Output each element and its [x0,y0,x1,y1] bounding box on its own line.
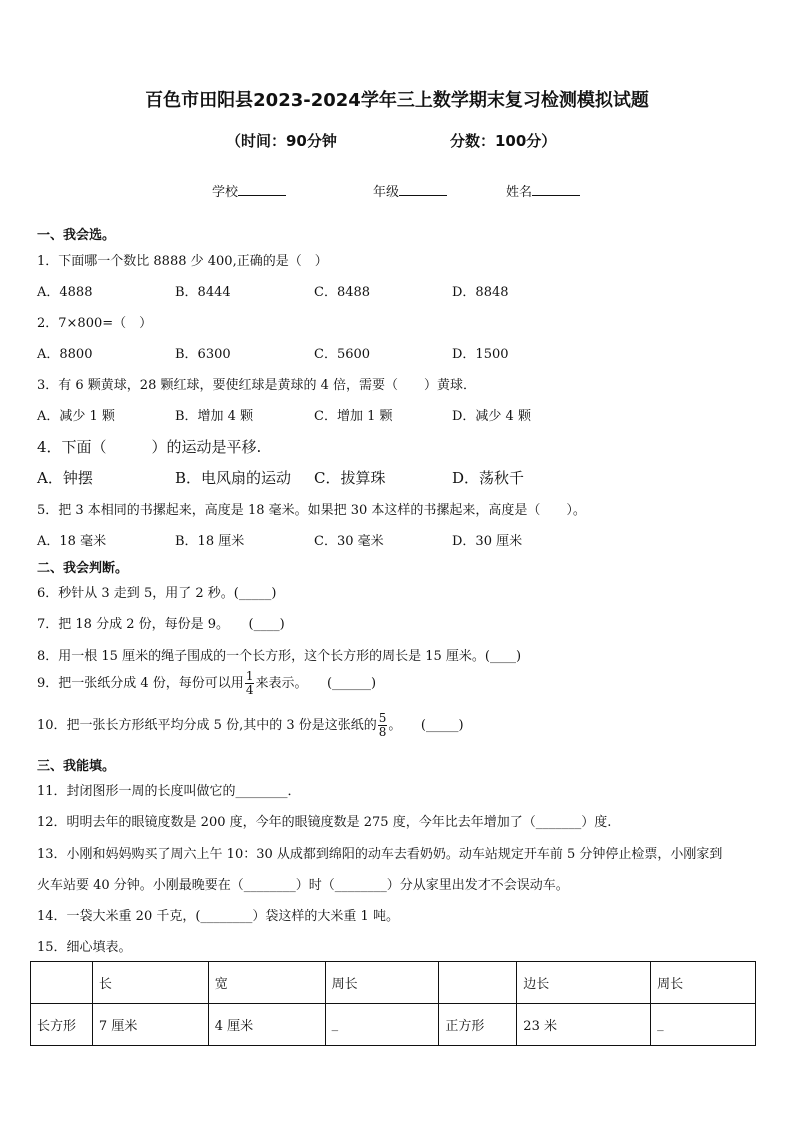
question-9 [37,670,376,697]
table-cell: 长方形 [31,1004,93,1046]
q2-option-c[interactable]: C．5600 [314,347,371,362]
table-header-cell: 长 [92,962,208,1004]
table-header-cell: 宽 [208,962,325,1004]
table-header-row [31,962,756,1004]
q4-option-a[interactable]: A．钟摆 [37,469,93,487]
q1-option-a[interactable]: A．4888 [37,285,93,300]
q3-option-b[interactable]: B．增加 4 颗 [175,409,254,424]
q10-text-before: 10．把一张长方形纸平均分成 5 份,其中的 3 份是这张纸的 [37,718,377,733]
section-3-title: 三、我能填。 [37,759,116,774]
table-cell: 7 厘米 [92,1004,208,1046]
school-field [212,181,286,200]
q10-denominator: 8 [378,725,387,739]
question-15: 15．细心填表。 [37,940,132,955]
name-blank[interactable] [532,183,580,196]
question-11: 11．封闭图形一周的长度叫做它的________． [37,784,301,799]
table-header-cell [439,962,517,1004]
table-cell-blank[interactable]: _ [651,1004,756,1046]
q9-numerator: 1 [245,669,254,683]
q5-option-c[interactable]: C．30 毫米 [314,534,384,549]
q9-text-after: 来表示。 (______) [255,676,377,691]
q2-option-d[interactable]: D．1500 [452,347,509,362]
table-cell: 23 米 [517,1004,651,1046]
table-header-cell [31,962,93,1004]
school-blank[interactable] [238,183,286,196]
page-title: 百色市田阳县2023-2024学年三上数学期末复习检测模拟试题 [145,90,649,111]
table-cell: 4 厘米 [208,1004,325,1046]
question-13-line-2: 火车站要 40 分钟。小刚最晚要在（________）时（________）分从家里出发才不会误动车。 [37,878,569,893]
q4-option-c[interactable]: C．拔算珠 [314,469,386,487]
q4-option-d[interactable]: D．荡秋千 [452,469,525,487]
name-label: 姓名 [506,185,533,200]
q9-fraction [245,670,255,697]
question-10 [37,712,464,739]
q5-option-b[interactable]: B．18 厘米 [175,534,245,549]
q3-option-a[interactable]: A．减少 1 颗 [37,409,115,424]
grade-blank[interactable] [399,183,447,196]
q5-option-a[interactable]: A．18 毫米 [37,534,107,549]
question-5: 5．把 3 本相同的书摞起来，高度是 18 毫米。如果把 30 本这样的书摞起来，高度是（ ）。 [37,503,586,518]
question-14: 14．一袋大米重 20 千克，(________）袋这样的大米重 1 吨。 [37,909,399,924]
exam-time: （时间：90分钟 [226,132,337,150]
q1-option-b[interactable]: B．8444 [175,285,231,300]
q9-denominator: 4 [245,683,254,697]
table-cell: 正方形 [439,1004,517,1046]
question-2: 2．7×800=（ ） [37,316,153,331]
fill-in-table [30,961,756,1046]
q2-option-a[interactable]: A．8800 [37,347,93,362]
q1-option-d[interactable]: D．8848 [452,285,509,300]
q10-text-after: 。 (_____) [388,718,464,733]
question-8: 8．用一根 15 厘米的绳子围成的一个长方形，这个长方形的周长是 15 厘米。(____) [37,649,522,664]
table-header-cell: 周长 [651,962,756,1004]
question-7: 7．把 18 分成 2 份，每份是 9。 (____) [37,617,285,632]
table-row [31,1004,756,1046]
q10-fraction [378,712,388,739]
table-cell-blank[interactable]: _ [325,1004,439,1046]
q3-option-d[interactable]: D．减少 4 颗 [452,409,531,424]
question-6: 6．秒针从 3 走到 5，用了 2 秒。(_____) [37,586,277,601]
q3-option-c[interactable]: C．增加 1 颗 [314,409,393,424]
section-1-title: 一、我会选。 [37,228,116,243]
question-1: 1．下面哪一个数比 8888 少 400,正确的是（ ） [37,254,328,269]
question-12: 12．明明去年的眼镜度数是 200 度，今年的眼镜度数是 275 度，今年比去年增加了（_______）度. [37,815,612,830]
q2-option-b[interactable]: B．6300 [175,347,231,362]
q4-option-b[interactable]: B．电风扇的运动 [175,469,292,487]
exam-score: 分数：100分） [450,132,557,150]
grade-field [373,181,447,200]
name-field [506,181,580,200]
table-header-cell: 周长 [325,962,439,1004]
q5-option-d[interactable]: D．30 厘米 [452,534,523,549]
grade-label: 年级 [373,185,400,200]
section-2-title: 二、我会判断。 [37,561,129,576]
q9-text-before: 9．把一张纸分成 4 份，每份可以用 [37,676,244,691]
question-4: 4．下面（ ）的运动是平移. [37,438,262,456]
q10-numerator: 5 [378,711,387,725]
q1-option-c[interactable]: C．8488 [314,285,371,300]
question-13-line-1: 13．小刚和妈妈购买了周六上午 10：30 从成都到绵阳的动车去看奶奶。动车站规定开车前 5 分钟停止检票，小刚家到 [37,847,723,862]
school-label: 学校 [212,185,239,200]
question-3: 3．有 6 颗黄球，28 颗红球，要使红球是黄球的 4 倍，需要（ ）黄球． [37,378,477,393]
table-header-cell: 边长 [517,962,651,1004]
